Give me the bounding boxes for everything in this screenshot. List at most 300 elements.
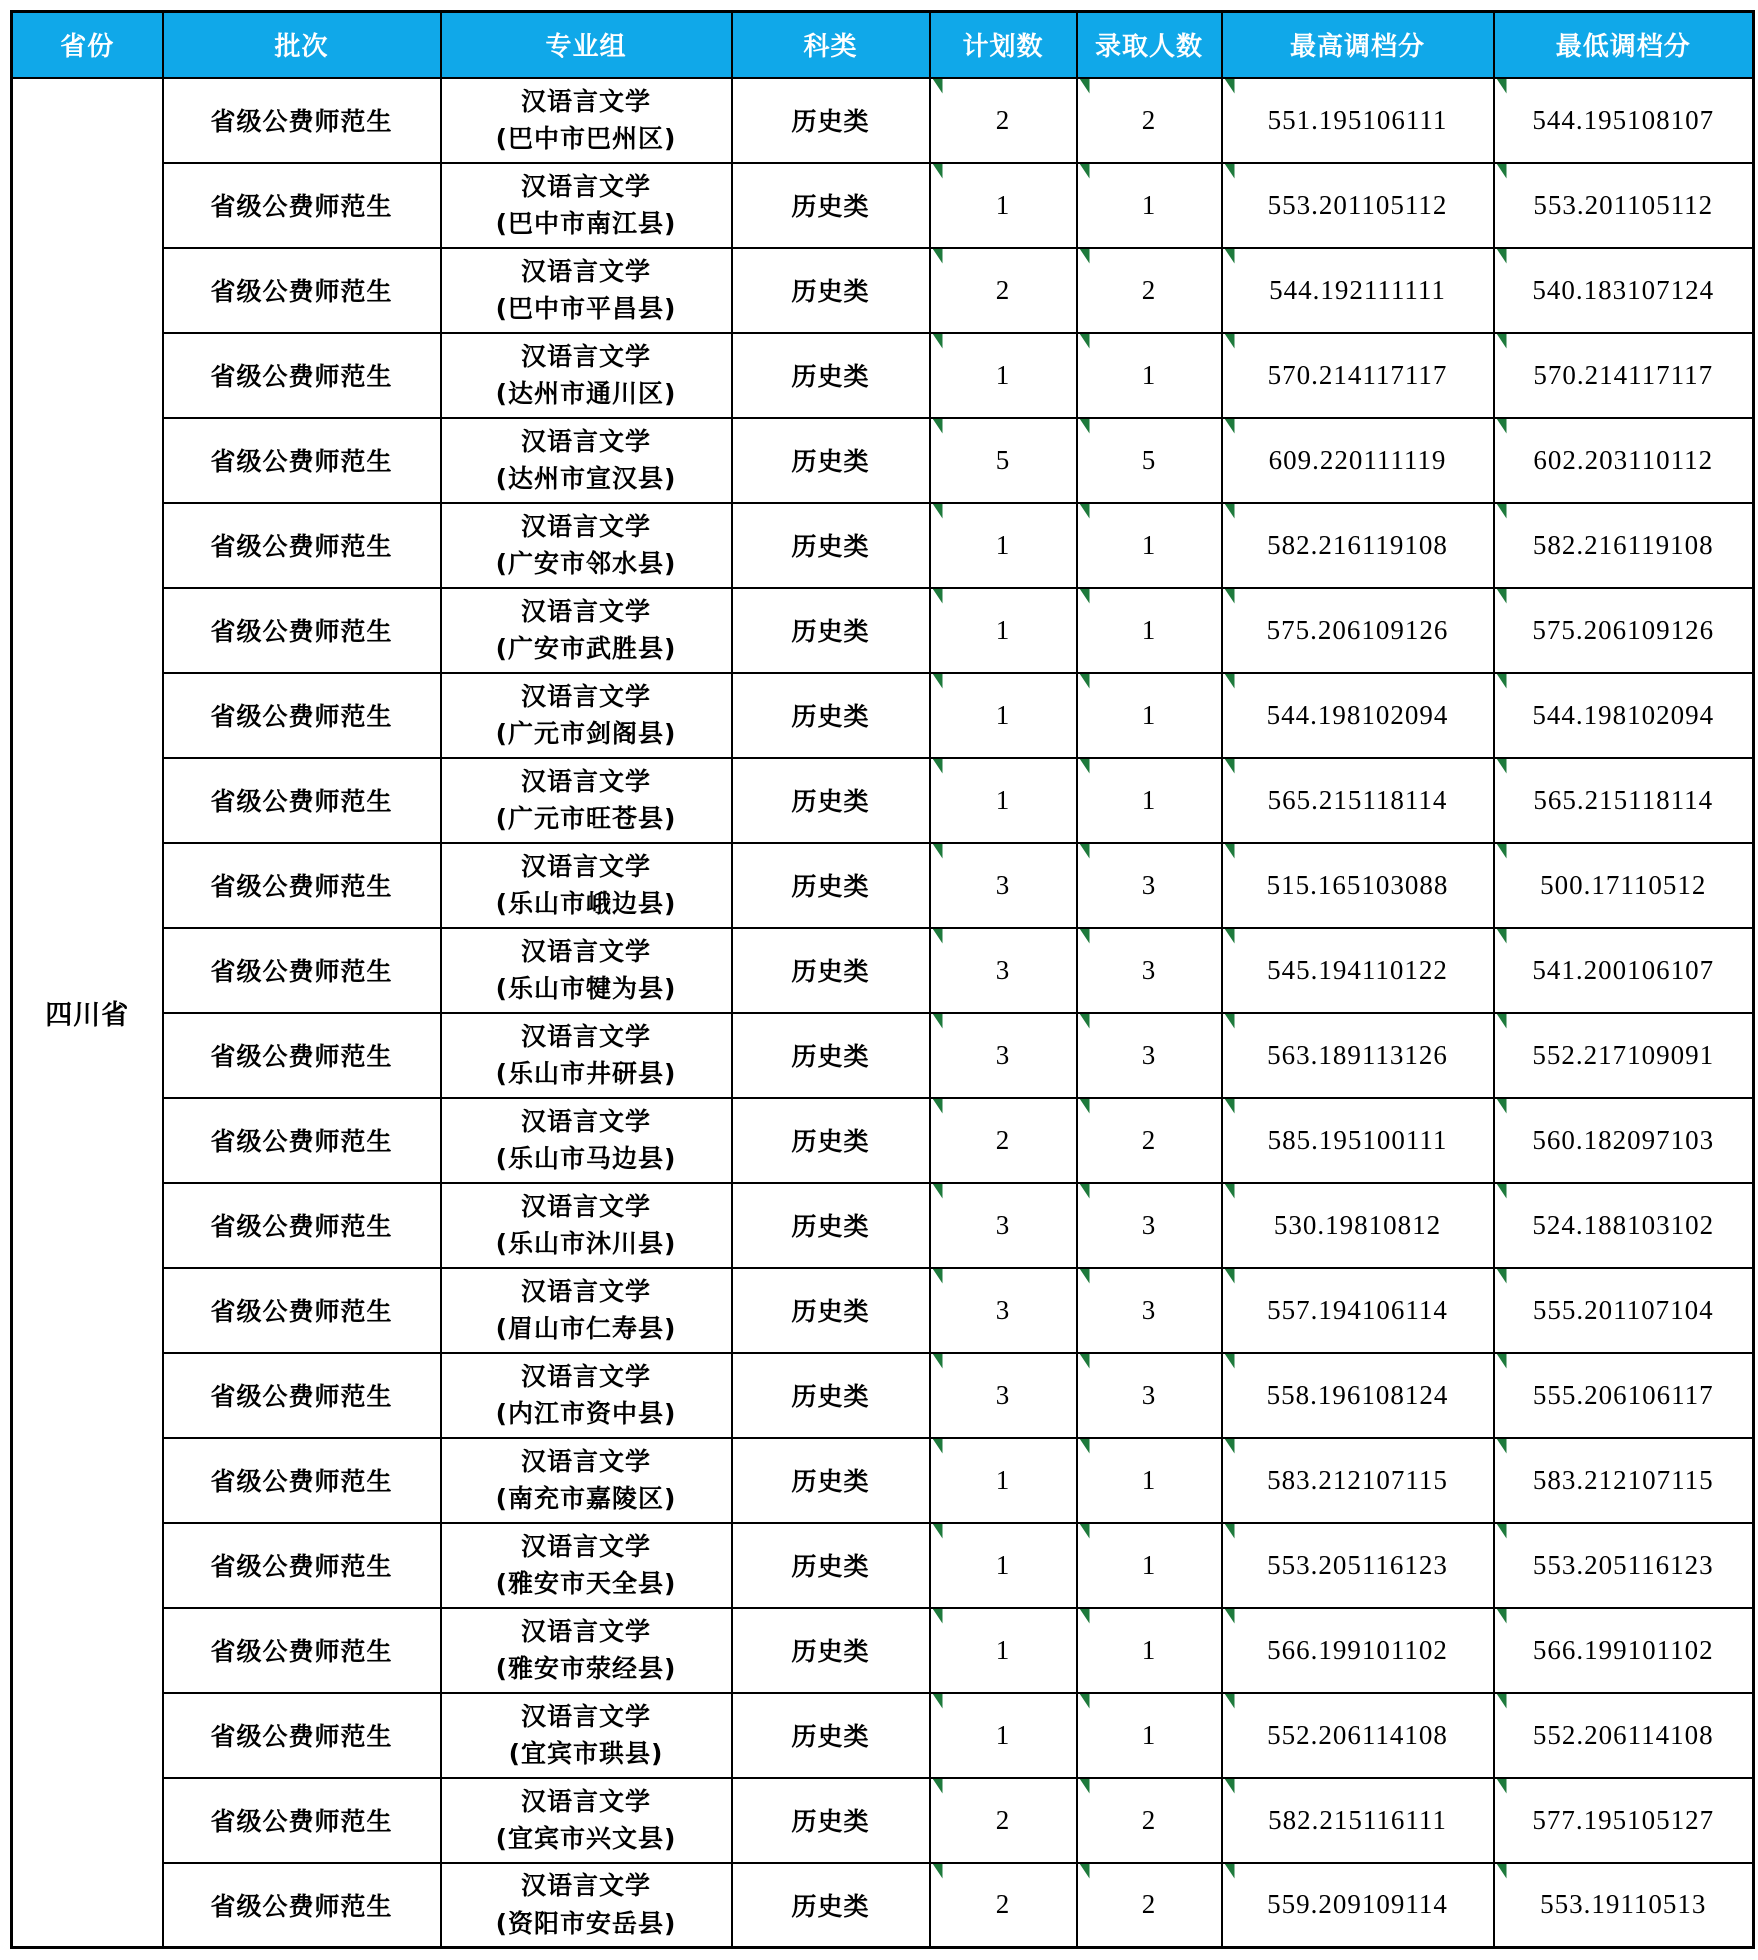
major-group-cell [441,758,732,843]
batch-cell: 省级公费师范生 [163,928,441,1013]
cell-corner-marker-icon [933,1524,943,1539]
category-cell: 历史类 [732,333,930,418]
plan-count-cell: 1 [930,163,1077,248]
plan-count-cell: 2 [930,1098,1077,1183]
cell-corner-marker-icon [1225,929,1235,944]
major-location: (广安市武胜县) [495,634,677,663]
major-location: (乐山市马边县) [495,1144,677,1173]
table-row [12,503,1754,588]
major-name: 汉语言文学 [520,511,651,541]
major-group-cell [441,1693,732,1778]
batch-cell: 省级公费师范生 [163,1693,441,1778]
min-score-cell: 553.201105112 [1494,163,1754,248]
category-cell: 历史类 [732,1353,930,1438]
header-row [12,12,1754,78]
major-group-cell [441,1438,732,1523]
plan-count-cell: 2 [930,1778,1077,1863]
cell-corner-marker-icon [1080,504,1090,519]
cell-corner-marker-icon [1225,1354,1235,1369]
major-location: (乐山市沐川县) [495,1229,677,1258]
min-score-cell: 552.206114108 [1494,1693,1754,1778]
major-location: (乐山市峨边县) [495,889,677,918]
cell-corner-marker-icon [1080,1099,1090,1114]
batch-cell: 省级公费师范生 [163,588,441,673]
plan-count-cell: 2 [930,1863,1077,1948]
cell-corner-marker-icon [1497,504,1507,519]
major-name: 汉语言文学 [520,1276,651,1306]
major-location: (巴中市巴州区) [495,124,677,153]
major-name: 汉语言文学 [520,1191,651,1221]
cell-corner-marker-icon [1080,419,1090,434]
batch-cell: 省级公费师范生 [163,163,441,248]
min-score-cell: 565.215118114 [1494,758,1754,843]
major-group-cell [441,333,732,418]
cell-corner-marker-icon [933,1779,943,1794]
column-header-min-score: 最低调档分 [1494,12,1754,78]
cell-corner-marker-icon [1497,1099,1507,1114]
cell-corner-marker-icon [1225,164,1235,179]
max-score-cell: 566.199101102 [1222,1608,1494,1693]
batch-cell: 省级公费师范生 [163,758,441,843]
cell-corner-marker-icon [1497,674,1507,689]
min-score-cell: 560.182097103 [1494,1098,1754,1183]
cell-corner-marker-icon [1225,1439,1235,1454]
cell-corner-marker-icon [1497,759,1507,774]
max-score-cell: 582.216119108 [1222,503,1494,588]
table-row [12,1268,1754,1353]
min-score-cell: 552.217109091 [1494,1013,1754,1098]
min-score-cell: 500.17110512 [1494,843,1754,928]
max-score-cell: 544.198102094 [1222,673,1494,758]
column-header-province: 省份 [12,12,163,78]
cell-corner-marker-icon [1080,1269,1090,1284]
cell-corner-marker-icon [1497,1609,1507,1624]
plan-count-cell: 1 [930,1438,1077,1523]
max-score-cell: 551.195106111 [1222,78,1494,163]
min-score-cell: 566.199101102 [1494,1608,1754,1693]
max-score-cell: 530.19810812 [1222,1183,1494,1268]
min-score-cell: 582.216119108 [1494,503,1754,588]
major-name: 汉语言文学 [520,1701,651,1731]
admitted-count-cell: 1 [1077,1523,1222,1608]
category-cell: 历史类 [732,673,930,758]
cell-corner-marker-icon [1497,1864,1507,1879]
major-group-cell [441,503,732,588]
cell-corner-marker-icon [1225,1269,1235,1284]
cell-corner-marker-icon [1225,674,1235,689]
table-row [12,1183,1754,1268]
cell-corner-marker-icon [933,1694,943,1709]
major-location: (眉山市仁寿县) [495,1314,677,1343]
cell-corner-marker-icon [1080,1184,1090,1199]
plan-count-cell: 3 [930,843,1077,928]
min-score-cell: 575.206109126 [1494,588,1754,673]
cell-corner-marker-icon [1497,249,1507,264]
cell-corner-marker-icon [933,674,943,689]
batch-cell: 省级公费师范生 [163,843,441,928]
category-cell: 历史类 [732,1013,930,1098]
cell-corner-marker-icon [1497,1184,1507,1199]
cell-corner-marker-icon [1080,164,1090,179]
column-header-max-score: 最高调档分 [1222,12,1494,78]
cell-corner-marker-icon [933,249,943,264]
max-score-cell: 553.205116123 [1222,1523,1494,1608]
table-row [12,1013,1754,1098]
category-cell: 历史类 [732,503,930,588]
plan-count-cell: 1 [930,1608,1077,1693]
admitted-count-cell: 2 [1077,1863,1222,1948]
plan-count-cell: 2 [930,248,1077,333]
major-location: (达州市通川区) [495,379,677,408]
category-cell: 历史类 [732,78,930,163]
major-group-cell [441,1013,732,1098]
cell-corner-marker-icon [1497,1014,1507,1029]
admitted-count-cell: 1 [1077,333,1222,418]
admitted-count-cell: 3 [1077,928,1222,1013]
plan-count-cell: 3 [930,1183,1077,1268]
column-header-major-group: 专业组 [441,12,732,78]
category-cell: 历史类 [732,928,930,1013]
major-group-cell [441,588,732,673]
category-cell: 历史类 [732,1183,930,1268]
cell-corner-marker-icon [933,1439,943,1454]
category-cell: 历史类 [732,1523,930,1608]
major-name: 汉语言文学 [520,1531,651,1561]
batch-cell: 省级公费师范生 [163,1013,441,1098]
plan-count-cell: 3 [930,1353,1077,1438]
column-header-batch: 批次 [163,12,441,78]
table-row [12,1778,1754,1863]
cell-corner-marker-icon [1080,1864,1090,1879]
min-score-cell: 544.198102094 [1494,673,1754,758]
category-cell: 历史类 [732,1098,930,1183]
category-cell: 历史类 [732,1863,930,1948]
admitted-count-cell: 1 [1077,673,1222,758]
plan-count-cell: 1 [930,503,1077,588]
cell-corner-marker-icon [1497,1694,1507,1709]
major-name: 汉语言文学 [520,341,651,371]
major-name: 汉语言文学 [520,426,651,456]
major-name: 汉语言文学 [520,1616,651,1646]
admitted-count-cell: 1 [1077,1693,1222,1778]
table-row [12,928,1754,1013]
cell-corner-marker-icon [933,1609,943,1624]
cell-corner-marker-icon [933,79,943,94]
plan-count-cell: 1 [930,673,1077,758]
admitted-count-cell: 3 [1077,1268,1222,1353]
max-score-cell: 563.189113126 [1222,1013,1494,1098]
major-name: 汉语言文学 [520,766,651,796]
major-name: 汉语言文学 [520,256,651,286]
column-header-admitted-count: 录取人数 [1077,12,1222,78]
major-name: 汉语言文学 [520,1361,651,1391]
cell-corner-marker-icon [1225,334,1235,349]
batch-cell: 省级公费师范生 [163,78,441,163]
major-group-cell [441,1778,732,1863]
plan-count-cell: 3 [930,1268,1077,1353]
cell-corner-marker-icon [933,1184,943,1199]
plan-count-cell: 1 [930,588,1077,673]
table-row [12,843,1754,928]
category-cell: 历史类 [732,1438,930,1523]
major-location: (雅安市荥经县) [495,1654,677,1683]
major-location: (广安市邻水县) [495,549,677,578]
admitted-count-cell: 5 [1077,418,1222,503]
major-name: 汉语言文学 [520,86,651,116]
admitted-count-cell: 2 [1077,1098,1222,1183]
cell-corner-marker-icon [1497,1354,1507,1369]
major-location: (乐山市井研县) [495,1059,677,1088]
major-group-cell [441,1523,732,1608]
cell-corner-marker-icon [1225,759,1235,774]
max-score-cell: 544.192111111 [1222,248,1494,333]
table-row [12,78,1754,163]
admitted-count-cell: 2 [1077,248,1222,333]
cell-corner-marker-icon [1225,1694,1235,1709]
category-cell: 历史类 [732,1778,930,1863]
admitted-count-cell: 2 [1077,1778,1222,1863]
cell-corner-marker-icon [1225,419,1235,434]
major-location: (内江市资中县) [495,1399,677,1428]
plan-count-cell: 1 [930,1523,1077,1608]
cell-corner-marker-icon [1497,1269,1507,1284]
major-name: 汉语言文学 [520,1871,651,1901]
max-score-cell: 559.209109114 [1222,1863,1494,1948]
category-cell: 历史类 [732,1268,930,1353]
cell-corner-marker-icon [933,164,943,179]
major-group-cell [441,78,732,163]
cell-corner-marker-icon [1225,1864,1235,1879]
table-row [12,1608,1754,1693]
major-location: (巴中市平昌县) [495,294,677,323]
admitted-count-cell: 1 [1077,503,1222,588]
cell-corner-marker-icon [1080,334,1090,349]
cell-corner-marker-icon [933,589,943,604]
plan-count-cell: 1 [930,333,1077,418]
province-cell: 四川省 [12,78,163,1948]
max-score-cell: 575.206109126 [1222,588,1494,673]
batch-cell: 省级公费师范生 [163,1608,441,1693]
min-score-cell: 583.212107115 [1494,1438,1754,1523]
min-score-cell: 555.206106117 [1494,1353,1754,1438]
cell-corner-marker-icon [1080,1694,1090,1709]
major-group-cell [441,1608,732,1693]
batch-cell: 省级公费师范生 [163,1098,441,1183]
admitted-count-cell: 1 [1077,758,1222,843]
admitted-count-cell: 2 [1077,78,1222,163]
max-score-cell: 582.215116111 [1222,1778,1494,1863]
cell-corner-marker-icon [1080,1609,1090,1624]
plan-count-cell: 1 [930,1693,1077,1778]
plan-count-cell: 1 [930,758,1077,843]
major-location: (南充市嘉陵区) [495,1484,677,1513]
cell-corner-marker-icon [1080,1779,1090,1794]
major-group-cell [441,1268,732,1353]
cell-corner-marker-icon [933,844,943,859]
category-cell: 历史类 [732,843,930,928]
cell-corner-marker-icon [1225,1779,1235,1794]
batch-cell: 省级公费师范生 [163,1863,441,1948]
min-score-cell: 555.201107104 [1494,1268,1754,1353]
cell-corner-marker-icon [1497,844,1507,859]
cell-corner-marker-icon [1080,674,1090,689]
cell-corner-marker-icon [1080,79,1090,94]
category-cell: 历史类 [732,588,930,673]
min-score-cell: 524.188103102 [1494,1183,1754,1268]
cell-corner-marker-icon [1497,929,1507,944]
cell-corner-marker-icon [933,1014,943,1029]
major-group-cell [441,163,732,248]
batch-cell: 省级公费师范生 [163,1183,441,1268]
cell-corner-marker-icon [1225,1014,1235,1029]
batch-cell: 省级公费师范生 [163,673,441,758]
cell-corner-marker-icon [1080,844,1090,859]
cell-corner-marker-icon [933,929,943,944]
category-cell: 历史类 [732,163,930,248]
cell-corner-marker-icon [1080,589,1090,604]
max-score-cell: 565.215118114 [1222,758,1494,843]
cell-corner-marker-icon [1225,504,1235,519]
major-name: 汉语言文学 [520,936,651,966]
major-group-cell [441,1353,732,1438]
cell-corner-marker-icon [933,419,943,434]
cell-corner-marker-icon [1080,759,1090,774]
max-score-cell: 583.212107115 [1222,1438,1494,1523]
batch-cell: 省级公费师范生 [163,503,441,588]
plan-count-cell: 2 [930,78,1077,163]
cell-corner-marker-icon [933,334,943,349]
major-location: (宜宾市珙县) [508,1739,664,1768]
cell-corner-marker-icon [1497,164,1507,179]
admitted-count-cell: 1 [1077,163,1222,248]
cell-corner-marker-icon [1080,1439,1090,1454]
table-row [12,248,1754,333]
admission-table [10,10,1755,1949]
batch-cell: 省级公费师范生 [163,418,441,503]
cell-corner-marker-icon [1225,1099,1235,1114]
major-group-cell [441,248,732,333]
min-score-cell: 540.183107124 [1494,248,1754,333]
cell-corner-marker-icon [1497,79,1507,94]
major-group-cell [441,843,732,928]
cell-corner-marker-icon [1225,844,1235,859]
min-score-cell: 570.214117117 [1494,333,1754,418]
category-cell: 历史类 [732,418,930,503]
major-name: 汉语言文学 [520,1786,651,1816]
major-group-cell [441,673,732,758]
cell-corner-marker-icon [1497,1779,1507,1794]
cell-corner-marker-icon [1497,589,1507,604]
major-group-cell [441,928,732,1013]
cell-corner-marker-icon [1497,419,1507,434]
table-row [12,588,1754,673]
major-name: 汉语言文学 [520,1106,651,1136]
min-score-cell: 541.200106107 [1494,928,1754,1013]
cell-corner-marker-icon [933,504,943,519]
cell-corner-marker-icon [1080,249,1090,264]
min-score-cell: 602.203110112 [1494,418,1754,503]
table-row [12,1098,1754,1183]
cell-corner-marker-icon [1225,79,1235,94]
max-score-cell: 515.165103088 [1222,843,1494,928]
table-row [12,1693,1754,1778]
max-score-cell: 609.220111119 [1222,418,1494,503]
table-row [12,758,1754,843]
table-row [12,673,1754,758]
cell-corner-marker-icon [1080,1524,1090,1539]
max-score-cell: 558.196108124 [1222,1353,1494,1438]
column-header-plan-count: 计划数 [930,12,1077,78]
cell-corner-marker-icon [1225,1524,1235,1539]
cell-corner-marker-icon [1225,1184,1235,1199]
max-score-cell: 552.206114108 [1222,1693,1494,1778]
admitted-count-cell: 3 [1077,1183,1222,1268]
cell-corner-marker-icon [933,1354,943,1369]
major-location: (巴中市南江县) [495,209,677,238]
cell-corner-marker-icon [933,1099,943,1114]
major-group-cell [441,418,732,503]
major-location: (广元市剑阁县) [495,719,677,748]
batch-cell: 省级公费师范生 [163,248,441,333]
major-name: 汉语言文学 [520,681,651,711]
batch-cell: 省级公费师范生 [163,1438,441,1523]
major-name: 汉语言文学 [520,1021,651,1051]
major-name: 汉语言文学 [520,851,651,881]
major-name: 汉语言文学 [520,1446,651,1476]
plan-count-cell: 3 [930,1013,1077,1098]
cell-corner-marker-icon [933,1269,943,1284]
max-score-cell: 585.195100111 [1222,1098,1494,1183]
batch-cell: 省级公费师范生 [163,1778,441,1863]
major-location: (达州市宣汉县) [495,464,677,493]
admitted-count-cell: 1 [1077,1608,1222,1693]
major-name: 汉语言文学 [520,596,651,626]
admitted-count-cell: 3 [1077,843,1222,928]
major-location: (广元市旺苍县) [495,804,677,833]
cell-corner-marker-icon [1497,1439,1507,1454]
max-score-cell: 553.201105112 [1222,163,1494,248]
admitted-count-cell: 1 [1077,1438,1222,1523]
category-cell: 历史类 [732,1608,930,1693]
cell-corner-marker-icon [933,1864,943,1879]
cell-corner-marker-icon [1225,589,1235,604]
plan-count-cell: 5 [930,418,1077,503]
admitted-count-cell: 3 [1077,1013,1222,1098]
min-score-cell: 553.19110513 [1494,1863,1754,1948]
major-location: (雅安市天全县) [495,1569,677,1598]
cell-corner-marker-icon [1080,929,1090,944]
batch-cell: 省级公费师范生 [163,1523,441,1608]
min-score-cell: 577.195105127 [1494,1778,1754,1863]
category-cell: 历史类 [732,1693,930,1778]
max-score-cell: 570.214117117 [1222,333,1494,418]
min-score-cell: 553.205116123 [1494,1523,1754,1608]
max-score-cell: 545.194110122 [1222,928,1494,1013]
major-location: (宜宾市兴文县) [495,1824,677,1853]
cell-corner-marker-icon [1497,1524,1507,1539]
cell-corner-marker-icon [1225,1609,1235,1624]
batch-cell: 省级公费师范生 [163,1268,441,1353]
table-row [12,163,1754,248]
table-row [12,418,1754,503]
min-score-cell: 544.195108107 [1494,78,1754,163]
category-cell: 历史类 [732,248,930,333]
table-row [12,333,1754,418]
table-row [12,1863,1754,1948]
table-row [12,1438,1754,1523]
cell-corner-marker-icon [1080,1354,1090,1369]
batch-cell: 省级公费师范生 [163,333,441,418]
